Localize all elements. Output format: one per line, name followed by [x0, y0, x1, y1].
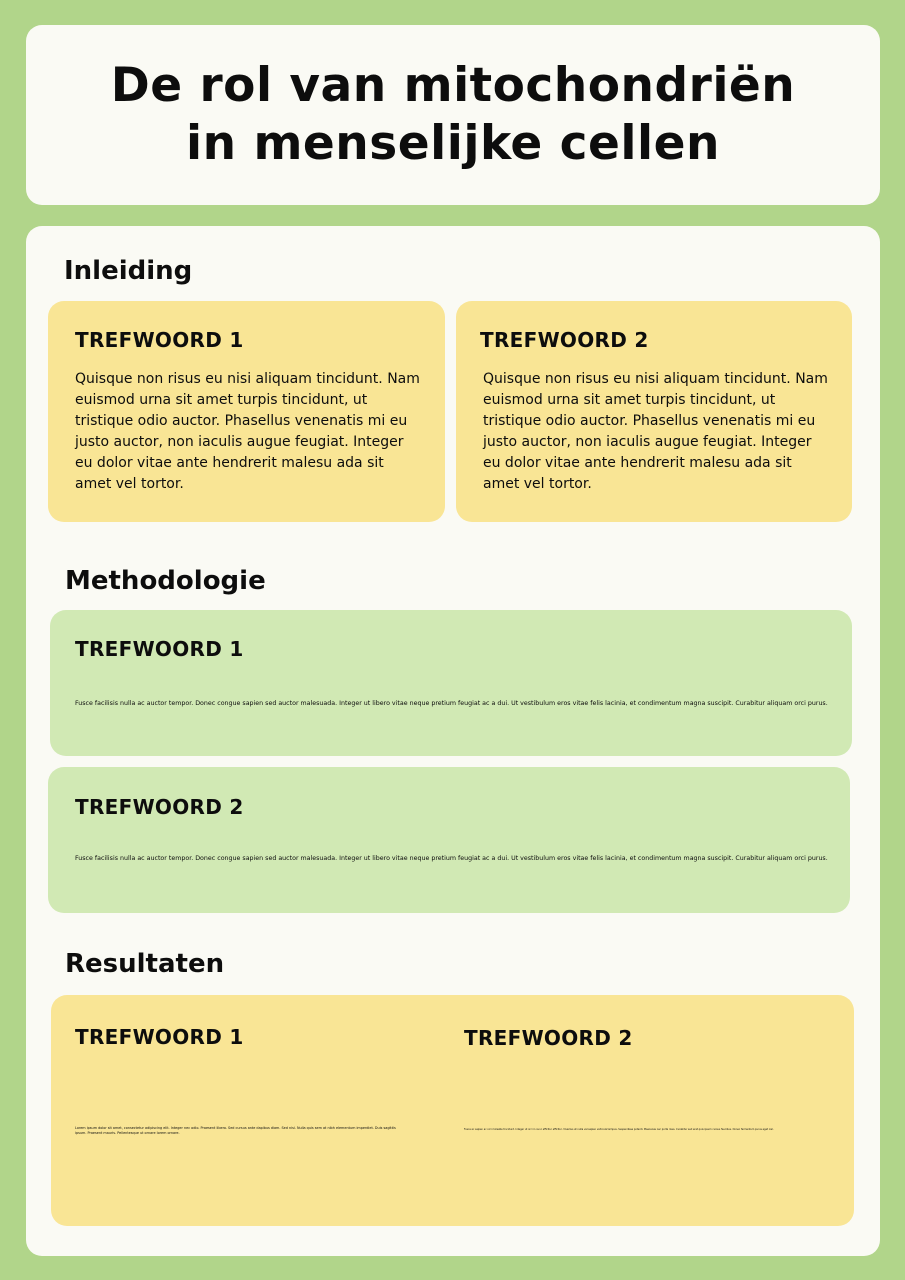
- results-heading: Resultaten: [65, 949, 225, 979]
- results-card: [51, 995, 854, 1226]
- intro-card-2: [456, 301, 852, 522]
- methodology-heading: Methodologie: [65, 566, 266, 596]
- title-panel: [26, 25, 880, 205]
- intro-card-1: [48, 301, 445, 522]
- methodology-card-1: [50, 610, 852, 756]
- methodology-card-1-text: Fusce facilisis nulla ac auctor tempor. Donec congue sapien sed auctor malesuada. Integer ut libero vitae neque pretium feugiat ac a dui. Ut vestibulum eros vitae felis lacinia, et condimentum magna suscipit. Curabitur aliquam orci purus.: [75, 700, 828, 707]
- title-line-2: in menselijke cellen: [186, 116, 720, 171]
- methodology-card-2-title: TREFWOORD 2: [75, 795, 244, 819]
- results-column-1-title: TREFWOORD 1: [75, 1025, 244, 1049]
- intro-card-1-title: TREFWOORD 1: [75, 328, 244, 352]
- results-column-2-title: TREFWOORD 2: [464, 1026, 633, 1050]
- intro-card-1-text: Quisque non risus eu nisi aliquam tincidunt. Nam euismod urna sit amet turpis tincidunt, ut tristique odio auctor. Phasellus venenatis mi eu justo auctor, non iaculis augue feugiat. Integer eu dolor vitae ante hendrerit malesu ada sit amet vel tortor.: [75, 371, 420, 492]
- intro-card-2-text: Quisque non risus eu nisi aliquam tincidunt. Nam euismod urna sit amet turpis tincidunt, ut tristique odio auctor. Phasellus venenatis mi eu justo auctor, non iaculis augue feugiat. Integer eu dolor vitae ante hendrerit malesu ada sit amet vel tortor.: [483, 371, 828, 492]
- results-column-1-text: Lorem ipsum dolor sit amet, consectetur adipiscing elit. Integer nec odio. Praesent libero. Sed cursus ante dapibus diam. Sed nisi. Nulla quis sem at nibh elementum imperdiet. Duis sagittis ipsum. Praesent mauris. Pellentesque ut ornare lorem ornare.: [75, 1126, 396, 1135]
- methodology-card-2-text: Fusce facilisis nulla ac auctor tempor. Donec congue sapien sed auctor malesuada. Integer ut libero vitae neque pretium feugiat ac a dui. Ut vestibulum eros vitae felis lacinia, et condimentum magna suscipit. Curabitur aliquam orci purus.: [75, 855, 828, 862]
- methodology-card-2: [48, 767, 850, 913]
- title-line-1: De rol van mitochondriën: [110, 58, 796, 113]
- results-column-2-text: Fusce ac sapien ac orci molestie tincidunt. Integer ut orci in nunc efficitur efficitur. Vivamus et nulla vel sapien vehicula tempus. Suspendisse potenti. Maecenas nec porta risus. Curabitur sed erat quis ipsum cursus faucibus. Donec fermentum purus eget nisl.: [464, 1128, 774, 1131]
- intro-heading: Inleiding: [64, 256, 193, 286]
- methodology-card-1-title: TREFWOORD 1: [75, 637, 244, 661]
- content-panel: [26, 226, 880, 1256]
- intro-card-2-title: TREFWOORD 2: [480, 328, 649, 352]
- page-title: [111, 57, 796, 173]
